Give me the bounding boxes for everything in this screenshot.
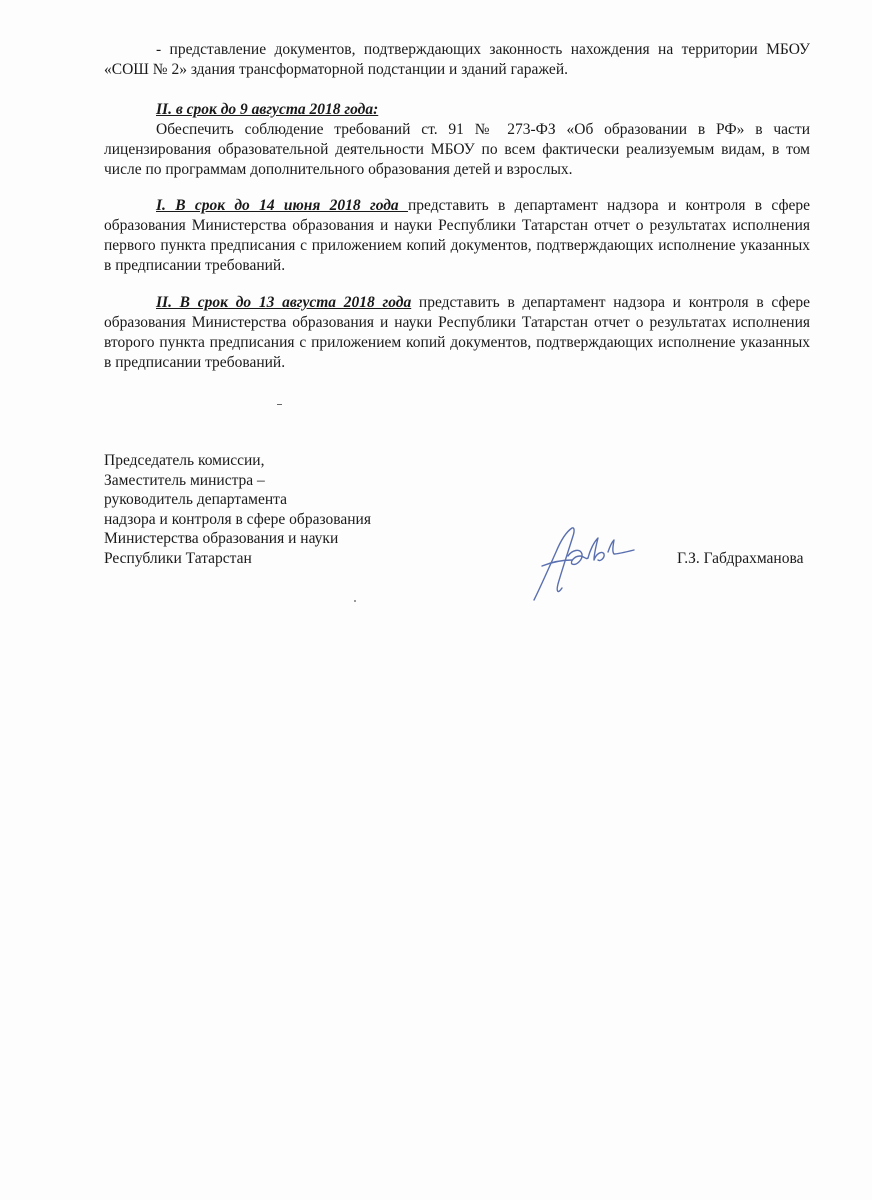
report-1-heading: I. В срок до 14 июня 2018 года [156, 197, 408, 214]
continuation-block [104, 40, 810, 80]
signatory-line: Председатель комиссии, [104, 452, 265, 469]
scan-speck [277, 404, 282, 405]
signatory-name: Г.З. Габдрахманова [677, 550, 804, 567]
continuation-paragraph: - представление документов, подтверждающих законность нахождения на территории МБОУ «СОШ № 2» здания трансформаторной подстанции и зданий гаражей. [104, 41, 810, 78]
signatory-line: руководитель департамента [104, 491, 287, 508]
section-2-heading-line [104, 100, 810, 120]
section-2-body: Обеспечить соблюдение требований ст. 91 № 273-ФЗ «Об образовании в РФ» в части лицензирования образовательной деятельности МБОУ по всем фактически реализуемым видам, в том числе по программам дополнительного образования детей и взрослых. [104, 121, 810, 178]
report-1-body: представить в департамент надзора и контроля в сфере образования Министерства образования и науки Республики Татарстан отчет о результатах исполнения первого пункта предписания с приложением копий документов, подтверждающих исполнение указанных в предписании требований. [104, 197, 810, 274]
signatory-title [104, 451, 444, 568]
report-2-block [104, 293, 810, 373]
signatory-line: Министерства образования и науки [104, 530, 339, 547]
section-2-block [104, 100, 810, 180]
signatory-line: Заместитель министра – [104, 471, 265, 489]
section-2-heading: II. в срок до 9 августа 2018 года: [156, 101, 379, 118]
handwritten-signature [528, 522, 638, 604]
report-1-paragraph [104, 196, 810, 276]
report-2-heading: II. В срок до 13 августа 2018 года [156, 294, 412, 311]
report-1-block [104, 196, 810, 276]
signatory-line: Республики Татарстан [104, 549, 252, 567]
report-2-paragraph [104, 293, 810, 373]
signatory-line: надзора и контроля в сфере образования [104, 510, 371, 528]
scan-speck [354, 600, 356, 602]
report-2-body: представить в департамент надзора и контроля в сфере образования Министерства образования и науки Республики Татарстан отчет о результатах исполнения второго пункта предписания с приложением копий документов, подтверждающих исполнение указанных в предписании требований. [104, 294, 810, 371]
